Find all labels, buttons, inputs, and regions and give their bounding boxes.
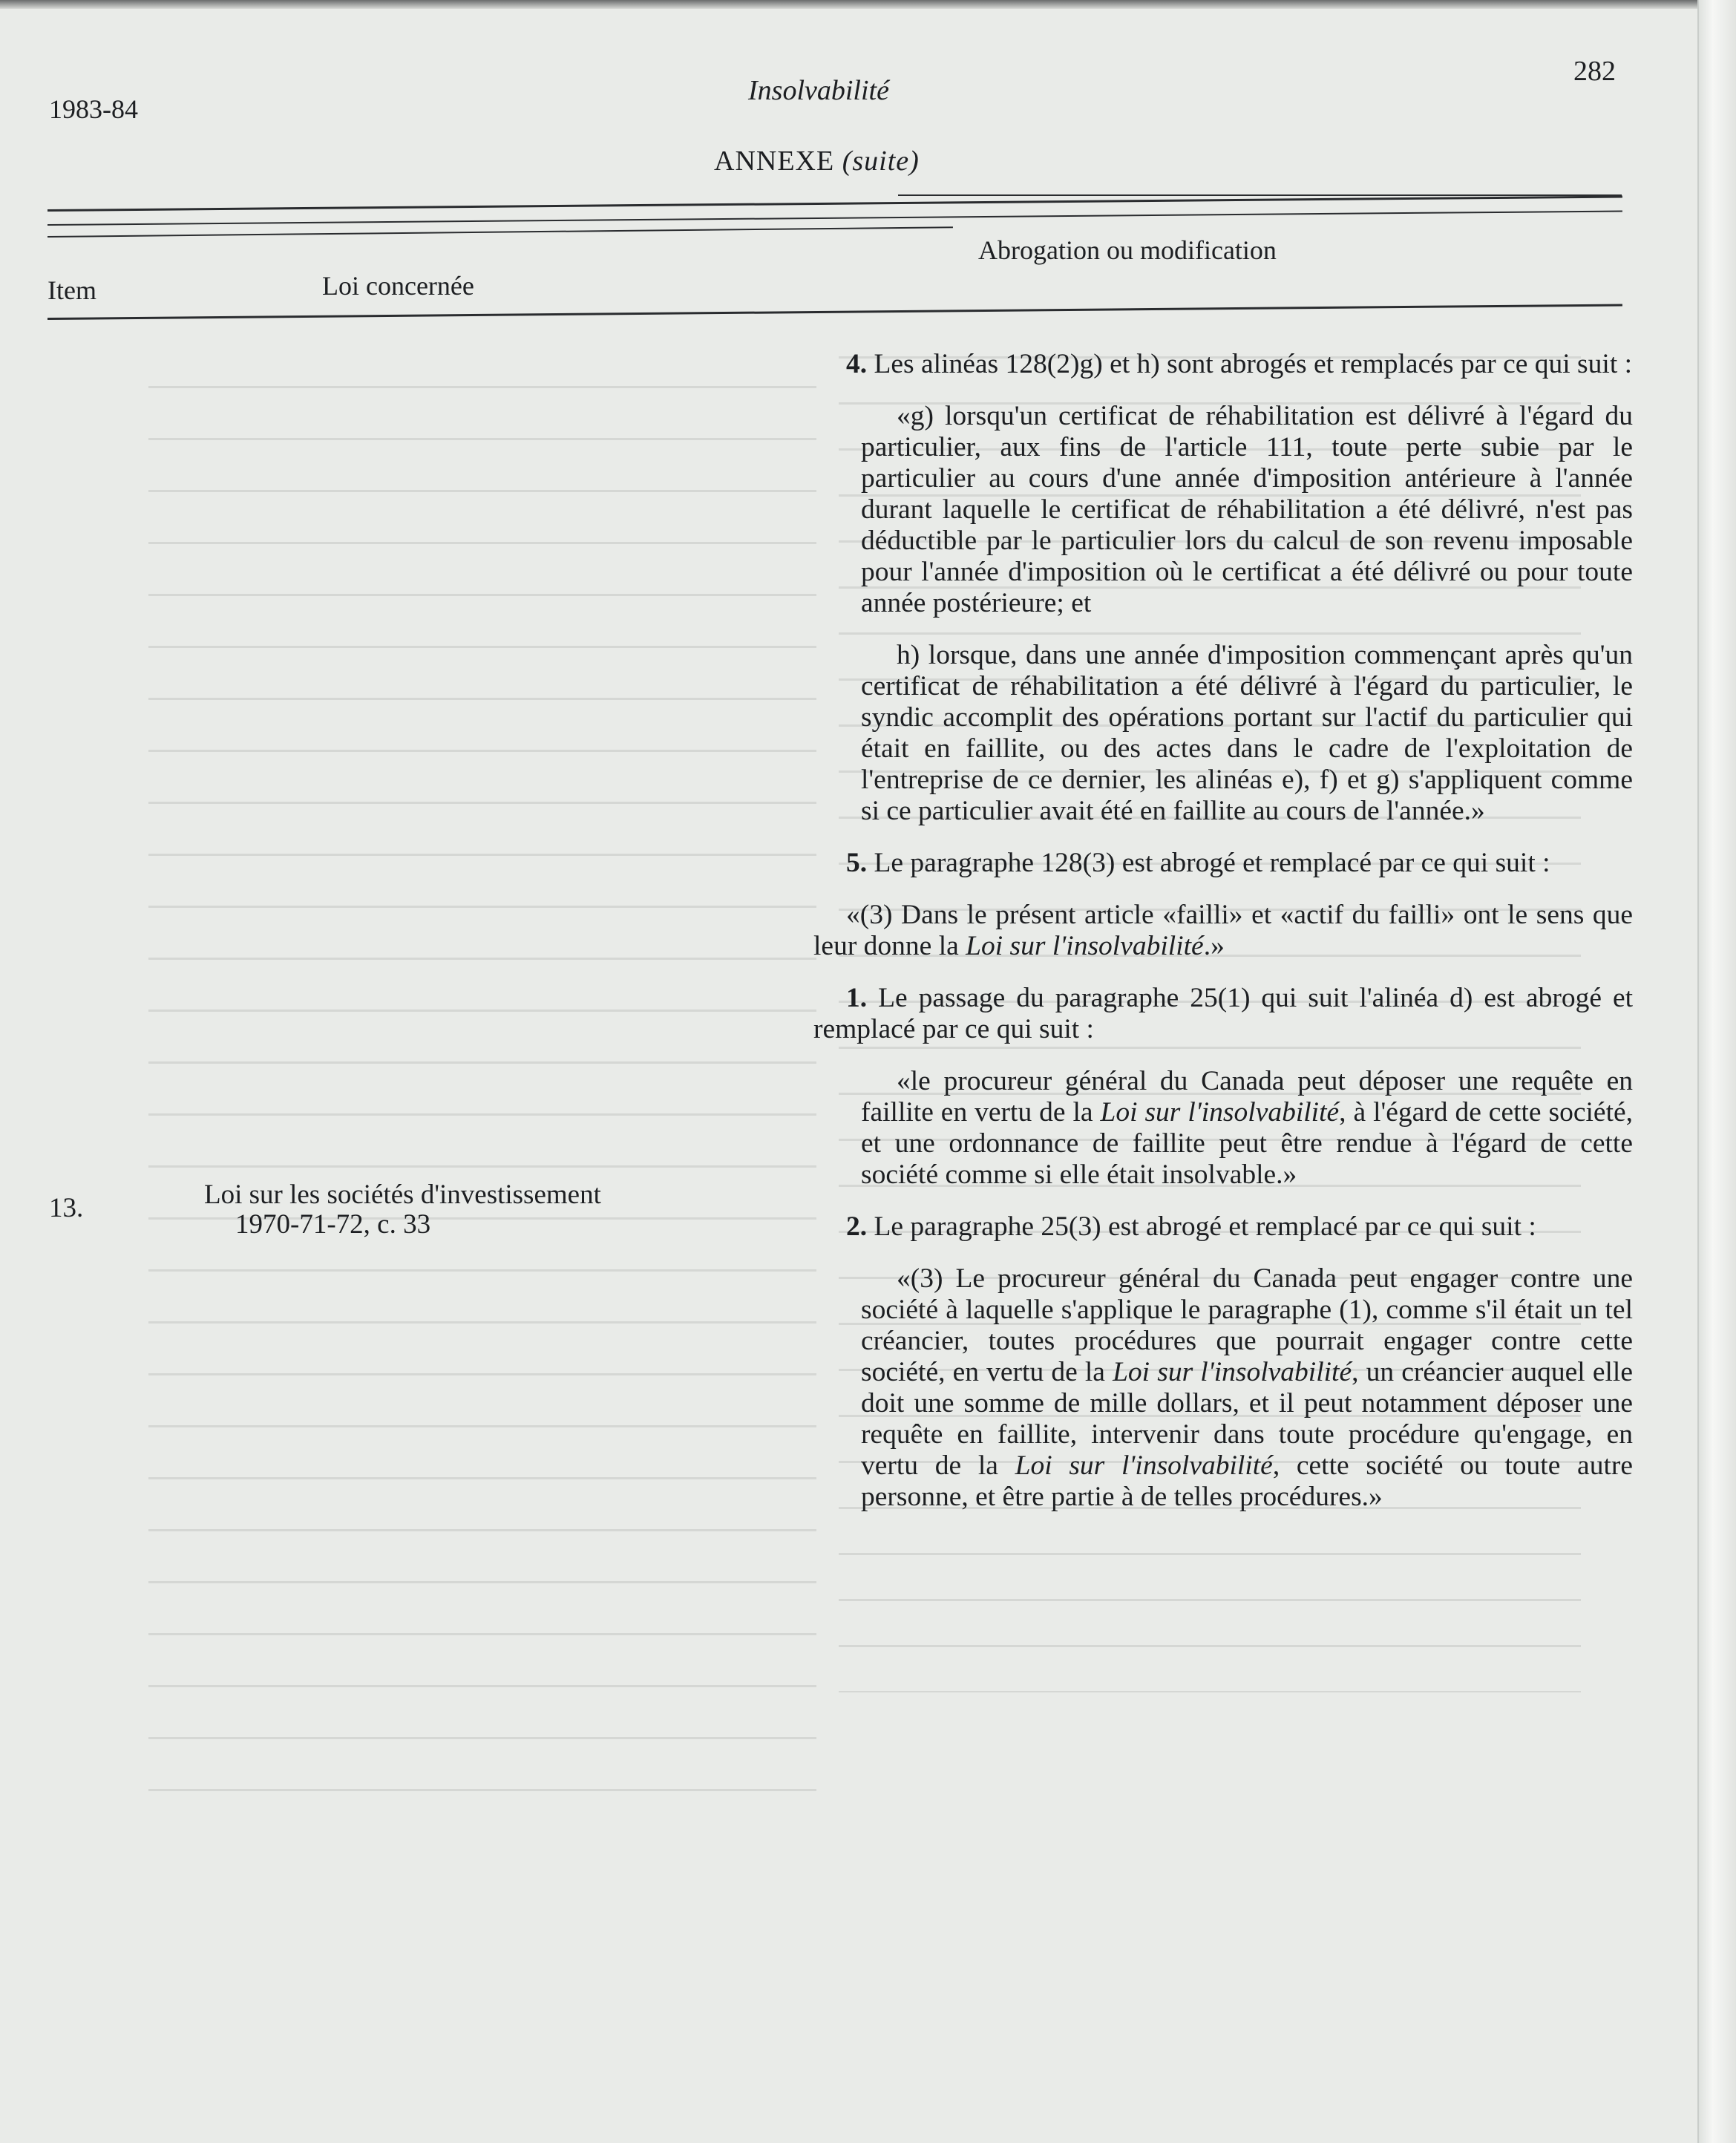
law-title: Loi sur l'insolvabilité	[1113, 1357, 1352, 1387]
section-text: Les alinéas 128(2)g) et h) sont abrogés et remplacés par ce qui suit :	[874, 349, 1633, 379]
quote-text: .»	[1203, 931, 1225, 961]
annexe-word: ANNEXE	[714, 145, 835, 177]
section-number: 2.	[846, 1211, 868, 1242]
quoted-subsection-25-3	[813, 1263, 1633, 1513]
section-text: Le passage du paragraphe 25(1) qui suit l'alinéa d) est abrogé et remplacé par ce qui suit :	[813, 983, 1634, 1044]
section-text: Le paragraphe 128(3) est abrogé et remplacé par ce qui suit :	[874, 848, 1550, 878]
volume-year: 1983-84	[49, 94, 138, 124]
law-title: Loi sur l'insolvabilité	[1100, 1097, 1340, 1128]
repeal-text-column	[813, 349, 1633, 1534]
header-rule	[48, 195, 1622, 212]
section-number: 4.	[846, 349, 868, 379]
quoted-paragraph-h: h) lorsque, dans une année d'imposition commençant après qu'un certificat de réhabilitation a été délivré à l'égard du particulier, le syndic accomplit des opérations portant sur l'actif du particulier qui était en faillite, ou des actes dans le cadre de l'exploitation de l'entreprise de ce dernier, les alinéas e), f) et g) s'appliquent comme si ce particulier avait été en faillite au cours de l'année.»	[861, 640, 1633, 826]
law-title: Loi sur l'insolvabilité	[1015, 1450, 1273, 1481]
column-header-repeal: Abrogation ou modification	[978, 235, 1277, 265]
section-5	[813, 848, 1633, 879]
act-title	[204, 1180, 601, 1240]
act-citation: 1970-71-72, c. 33	[235, 1209, 431, 1240]
annexe-title	[714, 145, 920, 177]
show-through-texture	[148, 386, 816, 1796]
quoted-paragraph-g: «g) lorsqu'un certificat de réhabilitation est délivré à l'égard du particulier, aux fins de l'article 111, toute perte subie par le particulier au cours d'une année d'imposition antérieure à l'année durant laquelle le certificat de réhabilitation a été délivré, n'est pas déductible par le particulier lors du calcul de son revenu imposable pour l'année d'imposition où le certificat a été délivré ou pour toute année postérieure; et	[861, 401, 1633, 618]
header-rule	[48, 226, 953, 238]
page-edge-line	[1697, 0, 1699, 2143]
quote-text: , cette société ou toute autre personne, et être partie à de telles procédures.»	[861, 1450, 1633, 1512]
column-header-bottom-rule	[48, 304, 1622, 320]
section-text: Le paragraphe 25(3) est abrogé et remplacé par ce qui suit :	[874, 1211, 1536, 1242]
quoted-passage	[813, 1066, 1633, 1191]
quote-text: , à l'égard de cette société, et une ordonnance de faillite peut être rendue à l'égard de cette société comme si elle était insolvable.»	[861, 1097, 1634, 1190]
quote-text: «(3) Le procureur général du Canada peut engager contre une société à laquelle s'applique le paragraphe (1), comme s'il était un tel créancier, toutes procédures que pourrait engager contre cette société, en vertu de la	[861, 1263, 1633, 1387]
header-rule	[898, 194, 1622, 196]
quote-text: «(3) Dans le présent article «failli» et «actif du failli» ont le sens que leur donne la	[813, 900, 1633, 961]
quote-text: «le procureur général du Canada peut déposer une requête en faillite en vertu de la	[861, 1066, 1633, 1128]
scan-top-shadow	[0, 0, 1736, 9]
section-2	[813, 1211, 1633, 1243]
page-number: 282	[1573, 56, 1616, 87]
item-number: 13.	[49, 1193, 84, 1223]
section-number: 1.	[846, 983, 868, 1013]
law-title: Loi sur l'insolvabilité	[966, 931, 1204, 961]
quoted-subsection-3	[813, 900, 1633, 962]
quote-text: , un créancier auquel elle doit une somme de mille dollars, et il peut notamment déposer une requête en faillite, intervenir dans toute procédure qu'engage, en vertu de la	[861, 1357, 1633, 1481]
section-1	[813, 983, 1633, 1045]
section-number: 5.	[846, 848, 868, 878]
section-4	[813, 349, 1633, 380]
column-header-item: Item	[48, 275, 96, 305]
annexe-suffix: (suite)	[842, 145, 920, 177]
act-name: Loi sur les sociétés d'investissement	[204, 1180, 601, 1210]
running-head: Insolvabilité	[748, 75, 889, 106]
header-rule	[48, 210, 1622, 226]
page-edge	[1697, 0, 1736, 2143]
column-header-act: Loi concernée	[322, 271, 474, 301]
